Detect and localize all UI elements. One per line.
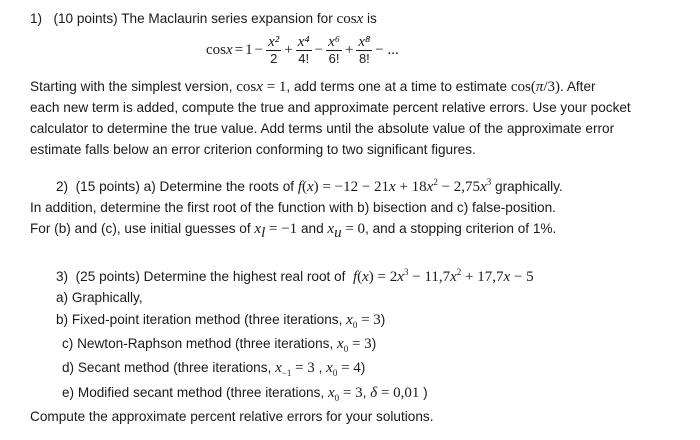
problem1-intro: The Maclaurin series expansion for xyxy=(121,11,333,26)
problem3-function: $f(x) = 2x^3 - 11,7x^2 + 17,7x - 5$ xyxy=(352,267,534,285)
term-numerator: x² xyxy=(268,33,280,50)
part-b-initial: $x_0 = 3$ xyxy=(346,312,381,330)
problem2-number: 2) xyxy=(56,179,69,194)
problem3-number: 3) xyxy=(56,269,69,284)
problem1-line2: each new term is added, compute the true and approximate percent relative errors. Use your pocket xyxy=(30,100,631,115)
term-sign: + xyxy=(344,41,354,58)
term-sign: + xyxy=(284,41,293,58)
part-e-delta: δ = 0,01 xyxy=(370,385,420,401)
part-d-initial-2: $x_0 = 4$ xyxy=(326,360,361,378)
cos-pi-over-3: cos(π/3) xyxy=(510,79,561,95)
problem2-a-text: a) Determine the roots of xyxy=(143,179,295,194)
term-numerator: x⁸ xyxy=(358,33,371,50)
problem3-heading xyxy=(56,268,534,286)
problem2-text-a: For (b) and (c), use initial guesses of xyxy=(30,221,251,236)
term-denominator: 2 xyxy=(270,50,278,66)
problem2-text-c: , and a stopping criterion of 1%. xyxy=(365,221,557,236)
formula-tail: − ... xyxy=(375,41,399,58)
problem2-a-tail: graphically. xyxy=(495,179,563,194)
term-fraction xyxy=(296,34,312,67)
problem1-line1 xyxy=(30,78,596,96)
term-fraction xyxy=(356,34,372,67)
problem2-points: (15 points) xyxy=(75,179,140,194)
problem2-function: $f(x) = -12 - 21x + 18x^2 - 2,75x^3$ xyxy=(297,177,492,195)
problem3-part-c: c) Newton-Raphson method (three iterations, $x_0 = 3$) xyxy=(62,336,377,354)
part-c-initial: $x_0 = 3$ xyxy=(337,336,372,354)
term-sign: − xyxy=(254,41,264,58)
formula-one: 1 xyxy=(245,41,253,58)
part-c-text: c) Newton-Raphson method (three iterations, xyxy=(62,336,334,351)
part-b-text: b) Fixed-point iteration method (three iterations, xyxy=(56,312,343,327)
problem1-text-c: . After xyxy=(560,79,596,94)
problem3-part-a: a) Graphically, xyxy=(56,290,143,305)
formula-equals: = xyxy=(234,41,244,58)
problem3-part-d: d) Secant method (three iterations, $x_{-1} = 3$ , $x_0 = 4$) xyxy=(62,360,366,378)
cos-x-equals-one: cosx = 1 xyxy=(236,79,287,95)
problem2-heading xyxy=(56,178,563,196)
problem1-points: (10 points) xyxy=(53,11,118,26)
problem1-number: 1) xyxy=(30,11,43,26)
problem3-closing: Compute the approximate percent relative errors for your solutions. xyxy=(30,409,434,424)
term-denominator: 4! xyxy=(298,50,310,66)
term-denominator: 6! xyxy=(328,50,340,66)
problem1-text-b: , add terms one at a time to estimate xyxy=(286,79,508,94)
problem3-part-e: e) Modified secant method (three iterations, $x_0 = 3$, δ = 0,01 ) xyxy=(62,385,428,403)
problem1-text-a: Starting with the simplest version, xyxy=(30,79,233,94)
problem1-line3: calculator to determine the true value. Add terms until the absolute value of the approximate error xyxy=(30,121,615,136)
problem1-line4: estimate falls below an error criterion conforming to two significant figures. xyxy=(30,142,476,157)
part-e-initial: $x_0 = 3$ xyxy=(327,385,363,403)
problem2-text-b: and xyxy=(300,221,324,236)
formula-lhs: cosx xyxy=(206,41,233,58)
term-sign: − xyxy=(314,41,324,58)
x-upper-guess: $x_u = 0$ xyxy=(327,221,366,241)
term-numerator: x⁴ xyxy=(297,33,310,50)
term-denominator: 8! xyxy=(358,50,370,66)
problem3-part-b: b) Fixed-point iteration method (three iterations, $x_0 = 3$) xyxy=(56,312,386,330)
term-fraction xyxy=(326,34,342,67)
term-fraction xyxy=(266,34,281,67)
term-numerator: x⁶ xyxy=(328,33,340,50)
part-d-text: d) Secant method (three iterations, xyxy=(62,360,272,375)
problem3-text: Determine the highest real root of xyxy=(143,269,346,284)
maclaurin-formula xyxy=(206,30,401,70)
problem2-line3 xyxy=(30,220,557,241)
problem1-heading xyxy=(30,10,377,28)
x-lower-guess: $x_l = -1$ xyxy=(254,221,298,241)
problem2-line2: In addition, determine the first root of the function with b) bisection and c) false-position. xyxy=(30,200,556,215)
problem1-intro-tail: is xyxy=(367,11,377,26)
part-d-initial-1: $x_{-1} = 3$ xyxy=(275,360,315,378)
part-e-text: e) Modified secant method (three iterations, xyxy=(62,385,325,400)
problem3-points: (25 points) xyxy=(75,269,140,284)
cos-x-inline: cosx xyxy=(336,11,364,27)
